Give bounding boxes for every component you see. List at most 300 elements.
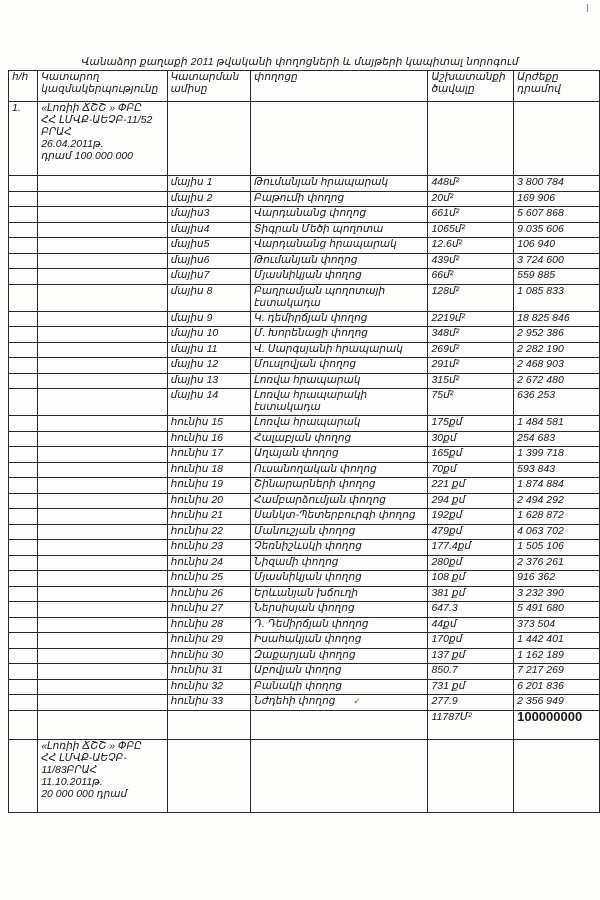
month-cell-text: հունիս 15 [170,416,223,428]
table-row [9,416,600,432]
month-cell [167,462,251,478]
header-cell-cost: Արժեքը դրամով [514,71,600,102]
contract-org-line: 11.10.2011թ. [41,775,103,788]
index-cell [9,416,38,432]
street-cell-text: Բաթումի փողոց [254,191,345,204]
header-cell-month: Կատարման ամիսը [167,71,251,102]
index-cell [9,373,38,389]
cost-cell-text: 1 085 833 [517,284,564,297]
empty-cell [167,739,251,812]
street-cell [251,555,428,571]
month-cell-text: մայիս 11 [170,342,218,355]
volume-cell-text: 448մ² [431,176,460,188]
street-cell [251,222,428,238]
cost-cell-text: 1 874 884 [517,478,564,490]
cost-cell-text: 3 724 600 [517,253,564,266]
street-cell-text: Լոռվա հրապարակ [254,373,361,386]
table-row [9,431,600,447]
month-cell-text: մայիս 14 [170,389,219,401]
street-cell [251,478,428,494]
month-cell-text: հունիս 21 [170,509,223,521]
table-row [9,524,600,540]
month-cell-text: հունիս 27 [170,602,223,614]
month-cell-text: հունիս 25 [170,571,223,583]
contractor-cell [38,555,167,571]
volume-cell [428,555,514,571]
street-cell-text: Լոռվա հրապարակի էստակադա [254,389,368,413]
contractor-cell [38,222,167,238]
index-cell [9,478,38,494]
month-cell [167,478,251,494]
contract-org-line: 26.04.2011թ. [41,138,104,150]
cost-cell [514,462,600,478]
cost-cell [514,238,600,254]
empty-cell [38,710,167,739]
volume-cell [428,373,514,389]
volume-cell [428,679,514,695]
volume-cell [428,253,514,269]
volume-cell [428,602,514,618]
month-cell-text: մայիս 9 [170,311,213,324]
cost-cell-text: 7 217 269 [517,664,564,676]
cost-cell-text: 2 356 949 [517,695,564,707]
table-row [9,389,600,416]
volume-cell-text: 1065մ² [431,222,465,235]
contractor-cell [38,284,167,311]
month-cell-text: մայիս7 [170,269,210,281]
street-cell-text: Թումանյան հրապարակ [254,176,389,188]
month-cell [167,373,251,389]
month-cell [167,207,251,223]
contractor-cell [38,478,167,494]
table-row [9,555,600,571]
street-cell-text: Սանկտ-Պետերբուրգի փողոց [254,509,416,521]
street-cell-text: Ներսիսյան փողոց [254,602,355,614]
month-cell-text: մայիս6 [170,253,210,266]
month-cell [167,695,251,711]
contractor-cell [38,462,167,478]
contractor-cell [38,664,167,680]
table-row [9,540,600,556]
volume-cell-text: 277.9 [431,695,458,707]
month-cell-text: մայիս3 [170,207,210,219]
index-cell [9,342,38,358]
month-cell [167,586,251,602]
cost-cell-text: 1 628 872 [517,509,564,521]
cost-cell [514,524,600,540]
volume-cell [428,327,514,343]
cost-cell-text: 593 843 [517,462,556,475]
contract-row-2 [9,739,600,812]
month-cell [167,311,251,327]
month-cell-text: հունիս 16 [170,431,223,444]
street-cell-text: Բաղրամյան պողոտայի էստակադա [254,284,386,309]
month-cell [167,602,251,618]
volume-cell [428,447,514,463]
contractor-cell [38,493,167,509]
cost-cell [514,571,600,587]
cost-cell [514,327,600,343]
contractor-cell [38,416,167,432]
month-cell [167,284,251,311]
street-cell [251,462,428,478]
contractor-cell [38,633,167,649]
volume-cell-text: 479քմ [431,524,463,537]
month-cell [167,648,251,664]
cost-cell-text: 3 232 390 [517,586,564,599]
volume-cell [428,493,514,509]
volume-cell-text: 12.6մ² [431,238,463,250]
contractor-cell [38,571,167,587]
month-cell-text: մայիս 2 [170,191,213,204]
cost-cell [514,679,600,695]
volume-cell-text: 731 քմ [431,679,466,692]
street-cell-text: Մուսլովյան փողոց [254,358,357,370]
header-cell-contractor: Կատարող կազմակերպությունը [38,71,167,102]
street-cell-text: Բանակի փողոց [254,679,343,692]
month-cell-text: հունիս 22 [170,524,223,537]
table-row [9,327,600,343]
cost-cell [514,416,600,432]
month-cell [167,358,251,374]
month-cell-text: հունիս 31 [170,664,223,676]
cost-cell [514,176,600,192]
index-cell [9,664,38,680]
volume-cell-text: 75մ² [431,389,454,401]
month-cell-text: հունիս 17 [170,447,223,459]
volume-cell-text: 221 քմ [431,478,466,490]
empty-cell [514,739,600,812]
cost-cell-text: 373 504 [517,617,556,630]
volume-cell [428,416,514,432]
street-cell [251,269,428,285]
street-cell [251,284,428,311]
cost-cell [514,555,600,571]
index-cell [9,191,38,207]
cost-cell-text: 1 505 106 [517,540,564,552]
street-cell [251,431,428,447]
empty-cell [9,710,38,739]
table-row [9,509,600,525]
index-cell [9,633,38,649]
table-row [9,462,600,478]
month-cell-text: հունիս 24 [170,555,223,568]
volume-cell-text: 381 քմ [431,586,466,599]
month-cell [167,191,251,207]
volume-cell [428,617,514,633]
cost-cell-text: 3 800 784 [517,176,564,188]
street-cell [251,447,428,463]
volume-cell-text: 170քմ [431,633,463,645]
month-cell [167,342,251,358]
street-cell [251,586,428,602]
street-cell [251,633,428,649]
volume-cell [428,238,514,254]
street-cell [251,602,428,618]
index-cell [9,586,38,602]
volume-cell [428,311,514,327]
street-cell-text: Նժդեհի փողոց [254,695,336,707]
table-row [9,269,600,285]
volume-cell-text: 280քմ [431,555,463,568]
empty-cell [514,102,600,176]
contractor-cell [38,509,167,525]
month-cell-text: հունիս 18 [170,462,223,475]
cost-cell [514,633,600,649]
contractor-cell [38,695,167,711]
cost-cell-text: 2 952 386 [517,327,564,339]
table-row [9,648,600,664]
street-cell-text: Աղայան փողոց [254,447,339,459]
index-cell [9,284,38,311]
header-cell-index: հ/հ [9,71,38,102]
month-cell [167,493,251,509]
street-cell-text: Լոռվա հրապարակ [254,416,361,428]
street-cell-text: Կ. դեմիրճյան փողոց [254,311,368,324]
month-cell [167,633,251,649]
table-row [9,617,600,633]
table-row [9,493,600,509]
cost-cell-text: 106 940 [517,238,556,250]
month-cell [167,540,251,556]
cost-cell [514,222,600,238]
cost-cell [514,509,600,525]
volume-cell [428,358,514,374]
month-cell-text: հունիս 19 [170,478,223,490]
month-cell [167,524,251,540]
volume-cell [428,462,514,478]
street-cell [251,679,428,695]
cost-cell-text: 2 494 292 [517,493,564,506]
contractor-cell [38,238,167,254]
table-row [9,191,600,207]
cost-cell-text: 559 885 [517,269,556,281]
street-cell [251,327,428,343]
index-cell [9,447,38,463]
cost-cell [514,586,600,602]
street-cell-text: Հալաբյան փողոց [254,431,352,444]
street-cell [251,389,428,416]
volume-cell [428,176,514,192]
volume-cell [428,695,514,711]
street-cell-text: Թումանյան փողոց [254,253,358,266]
empty-cell [251,102,428,176]
table-row [9,586,600,602]
cost-cell [514,540,600,556]
contractor-cell [38,191,167,207]
cost-cell-text: 5 607 868 [517,207,564,219]
index-cell [9,431,38,447]
month-cell-text: մայիս 8 [170,284,213,297]
volume-cell [428,191,514,207]
month-cell [167,431,251,447]
volume-cell [428,342,514,358]
street-cell [251,648,428,664]
cost-cell-text: 636 253 [517,389,556,401]
volume-cell-text: 439մ² [431,253,460,266]
cost-cell [514,617,600,633]
volume-cell [428,571,514,587]
street-cell-text: Իսահակյան փողոց [254,633,362,645]
index-cell [9,540,38,556]
contract-org-line: դրամ 100 000 000 [41,150,133,162]
empty-cell [428,739,514,812]
month-cell-text: մայիս 1 [170,176,213,188]
street-cell-text: Երևանյան խճուղի [254,586,359,599]
cost-cell-text: 18 825 846 [517,311,570,324]
street-cell-text: Շինարարների փողոց [254,478,376,490]
street-cell [251,311,428,327]
volume-cell-text: 30քմ [431,431,457,444]
street-cell-text: Մյասնիկյան փողոց [254,571,362,583]
empty-cell [167,102,251,176]
cost-cell [514,358,600,374]
street-cell-text: Վ. Սարգսյանի հրապարակ [254,342,403,355]
table-row [9,176,600,192]
street-cell-text: Նիզամի փողոց [254,555,339,568]
cost-cell-text: 254 683 [517,431,556,444]
index-cell [9,602,38,618]
cost-cell-text: 4 063 702 [517,524,564,537]
index-cell [9,524,38,540]
month-cell [167,664,251,680]
cost-cell [514,207,600,223]
cost-cell [514,342,600,358]
street-cell-text: Մանուշյան փողոց [254,524,356,537]
volume-cell [428,524,514,540]
street-cell-text: Համբարձումյան փողոց [254,493,386,506]
month-cell-text: մայիս 12 [170,358,219,370]
contractor-cell [38,269,167,285]
street-cell [251,207,428,223]
month-cell-text: հունիս 23 [170,540,223,552]
month-cell [167,571,251,587]
index-cell [9,462,38,478]
cost-cell-text: 1 484 581 [517,416,564,428]
empty-cell [251,739,428,812]
volume-cell-text: 66մ² [431,269,454,281]
volume-cell [428,431,514,447]
table-row [9,695,600,711]
cost-cell [514,253,600,269]
index-cell [9,238,38,254]
month-cell-text: հունիս 29 [170,633,223,645]
cost-cell-text: 1 442 401 [517,633,564,645]
month-cell [167,679,251,695]
volume-cell-text: 348մ² [431,327,460,339]
volume-cell [428,633,514,649]
month-cell-text: հունիս 20 [170,493,223,506]
volume-cell-text: 661մ² [431,207,460,219]
contractor-cell [38,586,167,602]
index-cell [9,222,38,238]
month-cell [167,238,251,254]
cost-cell-text: 916 362 [517,571,556,583]
street-cell-text: Աբովյան փողոց [254,664,342,676]
index-cell [9,555,38,571]
volume-cell [428,207,514,223]
index-cell [9,327,38,343]
contract-row-1 [9,102,600,176]
month-cell [167,269,251,285]
street-cell-text: Զաքարյան փողոց [254,648,356,661]
volume-cell-text: 291մ² [431,358,460,370]
cost-cell [514,602,600,618]
volume-cell-text: 137 քմ [431,648,466,661]
volume-cell [428,222,514,238]
index-cell [9,269,38,285]
month-cell-text: մայիս5 [170,238,210,250]
index-cell [9,176,38,192]
volume-cell-text: 128մ² [431,284,460,297]
table-row [9,373,600,389]
table-row [9,571,600,587]
month-cell [167,555,251,571]
index-cell [9,207,38,223]
contract-org-line: «Լոռիի ՃՇՇ » ՓԲԸ [41,739,142,752]
index-cell [9,648,38,664]
street-cell-text: Չեռնիշևսկի փողոց [254,540,362,552]
cost-cell [514,648,600,664]
street-cell-text: Վարդանանց փողոց [254,207,367,219]
cost-cell [514,269,600,285]
header-row [9,71,600,102]
contractor-cell [38,253,167,269]
table-row [9,284,600,311]
header-cell-volume: Աշխատանքի ծավալը [428,71,514,102]
contractor-cell [38,176,167,192]
cost-cell-text: 1 399 718 [517,447,564,459]
index-cell [9,253,38,269]
index-cell [9,509,38,525]
index-cell [9,617,38,633]
contractor-cell [38,311,167,327]
cost-cell [514,664,600,680]
empty-cell [167,710,251,739]
street-cell-text: Մ. Խորենացի փողոց [254,327,368,339]
cost-cell-text: 2 672 480 [517,373,564,386]
contractor-cell [38,431,167,447]
street-cell [251,358,428,374]
volume-cell-text: 108 քմ [431,571,466,583]
volume-cell-text: 269մ² [431,342,460,355]
cost-cell [514,284,600,311]
index-cell [9,389,38,416]
cost-cell-text: 2 282 190 [517,342,564,355]
street-cell [251,540,428,556]
volume-cell [428,509,514,525]
volume-cell [428,648,514,664]
street-cell [251,524,428,540]
volume-cell [428,389,514,416]
total-volume: 11787Մ² [428,710,514,739]
cost-cell [514,311,600,327]
month-cell [167,447,251,463]
contract-org-line: ՀՀ ԼՄՎՔ-ԱԵՉԲ-11/52 [41,114,153,126]
street-cell-text: Ուսանողական փողոց [254,462,377,475]
street-cell [251,342,428,358]
month-cell [167,416,251,432]
street-cell [251,664,428,680]
contractor-cell [38,617,167,633]
contract-org-line: ՀՀ ԼՄՎՔ-ԱԵՉԲ- [41,751,127,764]
contractor-cell [38,358,167,374]
street-cell-text: Դ. Դեմիրճյան փողոց [254,617,369,630]
index-cell [9,358,38,374]
table-row [9,633,600,649]
street-cell [251,695,428,711]
table-row [9,664,600,680]
